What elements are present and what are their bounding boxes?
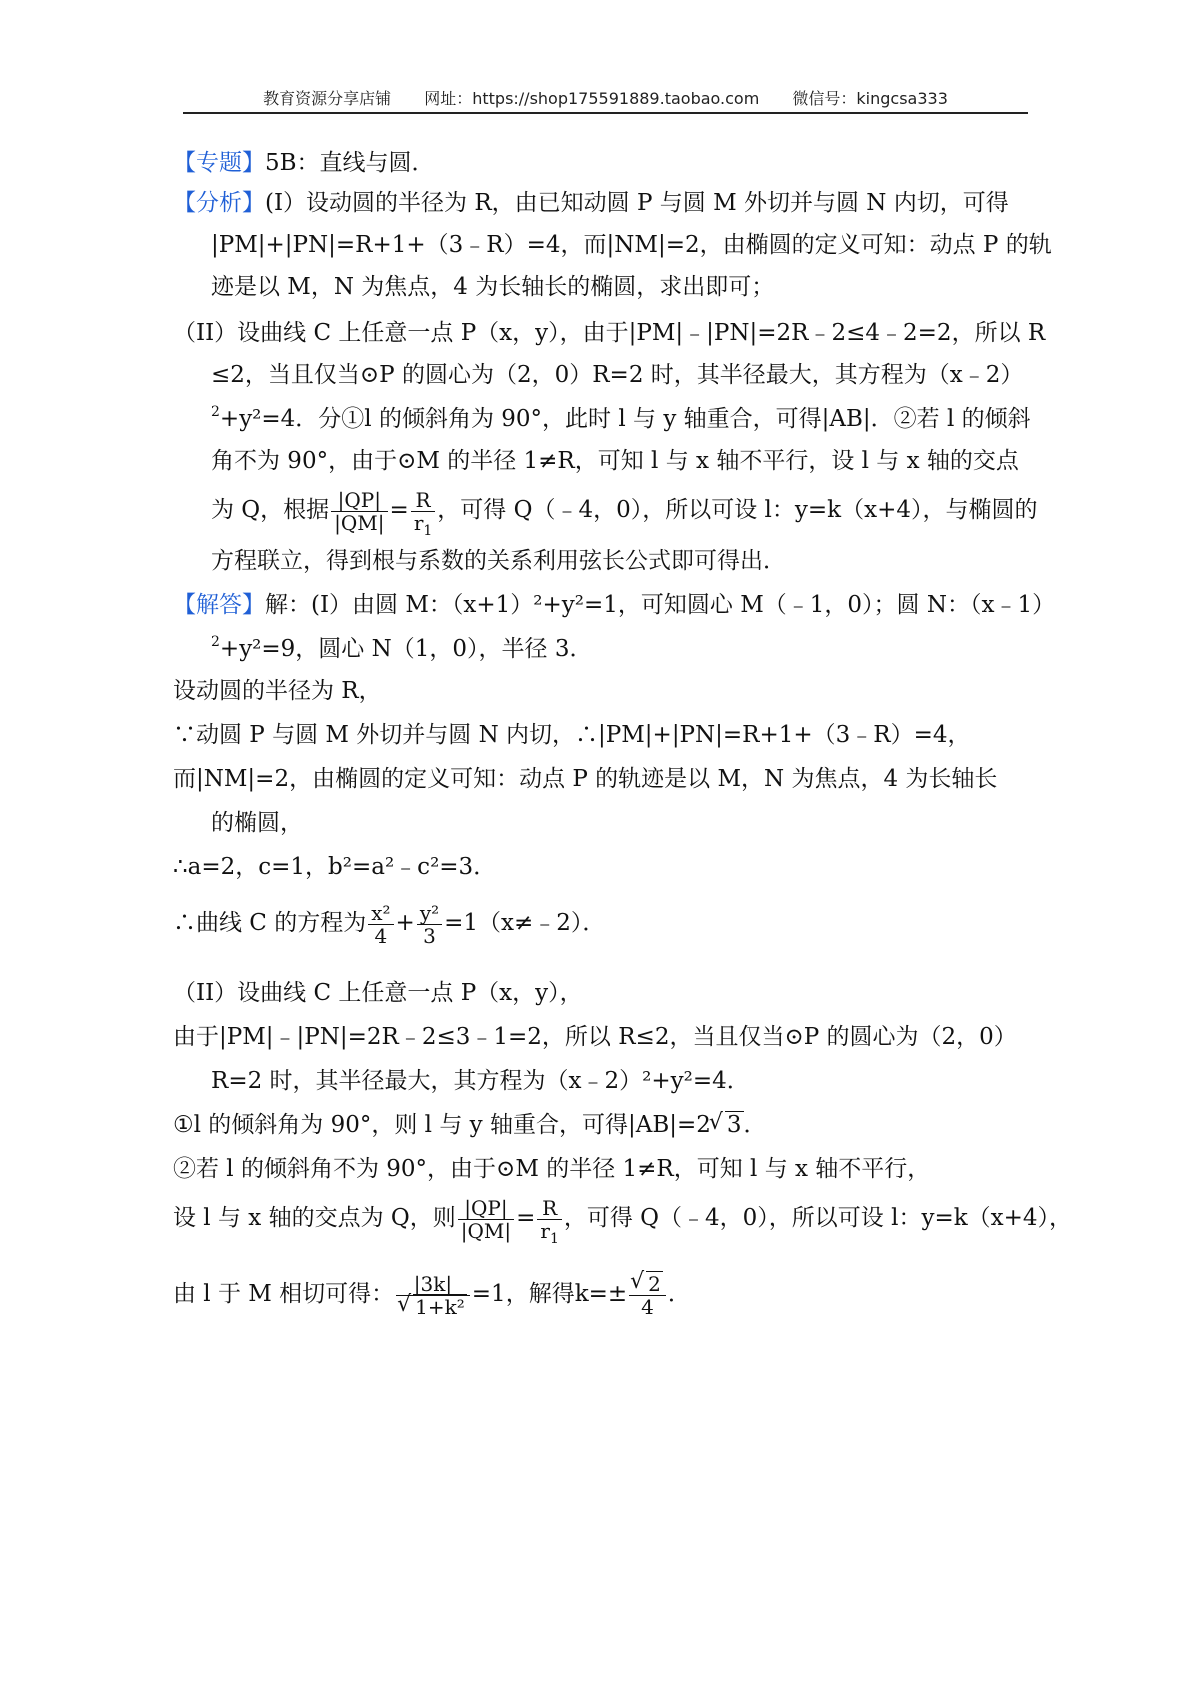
solution-line-4: ∵动圆 P 与圆 M 外切并与圆 N 内切，∴|PM|+|PN|=R+1+（3﹣R）=4， — [173, 722, 971, 748]
fraction-y2-3: $\frac{\text{y²}}{3}$ — [417, 902, 442, 947]
solution-line-7: ∴a=2，c=1，b²=a²﹣c²=3． — [173, 854, 497, 880]
header-shop: 教育资源分享店铺 — [263, 89, 392, 108]
solution-line-8: ∴曲线 C 的方程为 $\frac{\text{x²}}{4}$ + $\frac{\text{y²}}{3}$ =1（x≠﹣2）． — [173, 900, 606, 948]
solution-line-9: （II）设曲线 C 上任意一点 P（x，y）， — [173, 980, 583, 1006]
page-header — [183, 0, 1028, 114]
solution-line-13: ②若 l 的倾斜角不为 90°，由于⊙M 的半径 1≠R，可知 l 与 x 轴不平行， — [173, 1156, 931, 1182]
solution-line-14: 设 l 与 x 轴的交点为 Q，则 $\frac{|QP|}{|QM|}$ = $\frac{R}{r_1}$ ，可得 Q（﹣4，0），所以可设 l：y=k（x+4）， — [173, 1195, 1073, 1247]
header-wechat: 微信号：kingcsa333 — [792, 89, 948, 108]
solution-line-3: 设动圆的半径为 R， — [173, 678, 382, 704]
analysis-line-9: 方程联立，得到根与系数的关系利用弦长公式即可得出． — [211, 548, 786, 574]
solution-line-2: $^2$+y²=9，圆心 N（1，0），半径 3． — [211, 634, 593, 662]
fraction-qp-qm: $\frac{|QP|}{|QM|}$ — [331, 489, 387, 534]
analysis-line-2: |PM|+|PN|=R+1+（3﹣R）=4，而|NM|=2，由椭圆的定义可知：动点 P 的轨 — [211, 232, 1052, 258]
header-text — [183, 86, 1028, 109]
solution-line-5: 而|NM|=2，由椭圆的定义可知：动点 P 的轨迹是以 M，N 为焦点，4 为长轴长 — [173, 766, 998, 792]
analysis-line-4: （II）设曲线 C 上任意一点 P（x，y），由于|PM|﹣|PN|=2R﹣2≤4﹣2=2，所以 R — [173, 320, 1046, 346]
topic-line: 【专题】5B：直线与圆． — [173, 150, 435, 176]
fraction-qp-qm-2: $\frac{|QP|}{|QM|}$ — [458, 1197, 514, 1242]
analysis-line-7: 角不为 90°，由于⊙M 的半径 1≠R，可知 l 与 x 轴不平行，设 l 与 x 轴的交点 — [211, 448, 1019, 474]
solution-line-12: ①l 的倾斜角为 90°，则 l 与 y 轴重合，可得|AB|=2√ 3． — [173, 1110, 767, 1140]
topic-tag: 【专题】 — [173, 150, 265, 176]
analysis-line-5: ≤2，当且仅当⊙P 的圆心为（2，0）R=2 时，其半径最大，其方程为（x﹣2） — [211, 362, 1024, 388]
fraction-sqrt2-4: √ $\frac{2}{4}$ — [629, 1273, 666, 1318]
solution-line-15: 由 l 于 M 相切可得： |3k| √ 1+k² =1，解得k=± √ $\frac{2}{4}$ ． — [173, 1266, 691, 1322]
fraction-x2-4: $\frac{\text{x²}}{4}$ — [368, 902, 393, 947]
solution-line-10: 由于|PM|﹣|PN|=2R﹣2≤3﹣1=2，所以 R≤2，当且仅当⊙P 的圆心为（2，0） — [173, 1024, 1017, 1050]
solution-tag: 【解答】 — [173, 592, 265, 618]
analysis-line-3: 迹是以 M，N 为焦点，4 为长轴长的椭圆，求出即可； — [211, 274, 775, 300]
fraction-r-r1-2: $\frac{R}{r_1}$ — [537, 1197, 561, 1242]
fraction-tangent: |3k| √ 1+k² — [396, 1273, 470, 1318]
header-url[interactable]: 网址：https://shop175591889.taobao.com — [424, 89, 760, 108]
two-sqrt3: 2√ 3 — [696, 1112, 743, 1138]
analysis-line-1: 【分析】(I）设动圆的半径为 R，由已知动圆 P 与圆 M 外切并与圆 N 内切，可得 — [173, 190, 1009, 216]
solution-line-1: 【解答】解：(I）由圆 M：（x+1）²+y²=1，可知圆心 M（﹣1，0）；圆 N：（x﹣1） — [173, 592, 1056, 618]
analysis-line-6: $^2$+y²=4．分①l 的倾斜角为 90°，此时 l 与 y 轴重合，可得|AB|．②若 l 的倾斜 — [211, 404, 1031, 432]
analysis-line-8: 为 Q，根据 $\frac{|QP|}{|QM|}$ = $\frac{R}{r_1}$ ，可得 Q（﹣4，0），所以可设 l：y=k（x+4），与椭圆的 — [211, 487, 1038, 539]
fraction-r-r1: $\frac{R}{r_1}$ — [411, 489, 435, 534]
analysis-tag: 【分析】 — [173, 190, 265, 216]
solution-line-6: 的椭圆， — [211, 810, 303, 836]
solution-line-11: R=2 时，其半径最大，其方程为（x﹣2）²+y²=4． — [211, 1068, 750, 1094]
